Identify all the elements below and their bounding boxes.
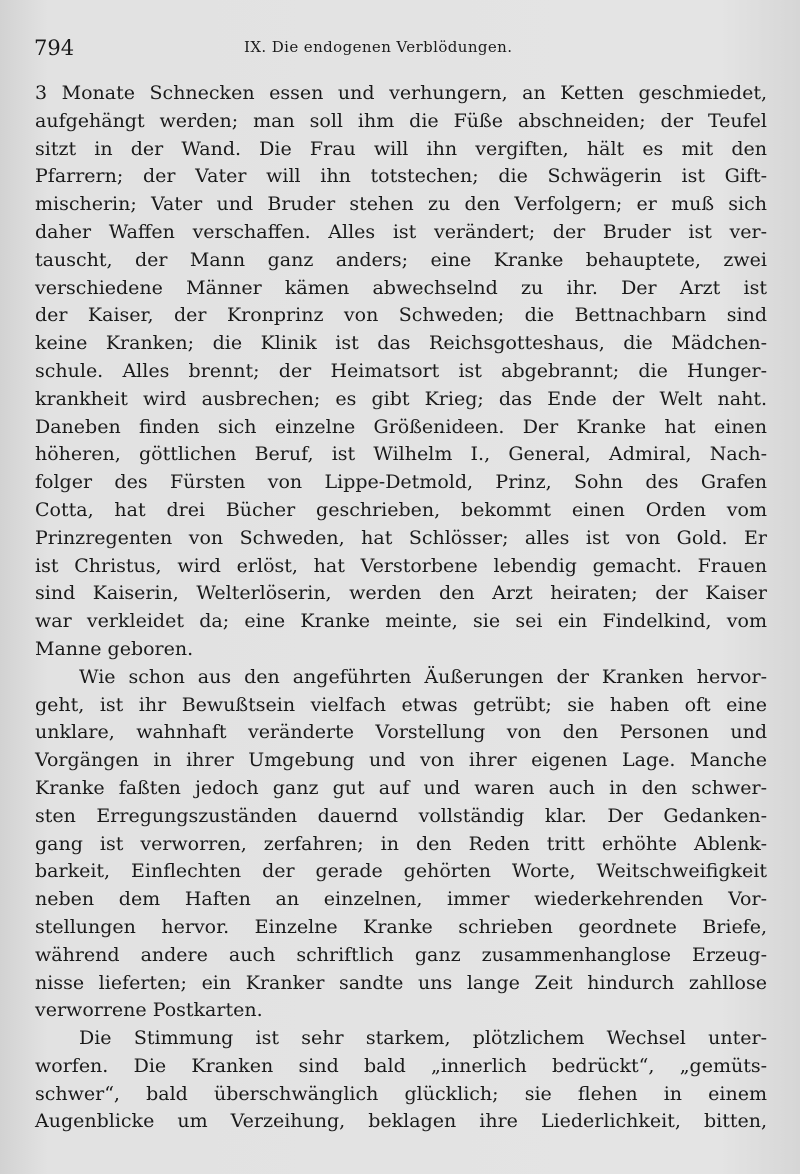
text-line: gang ist verworren, zerfahren; in den Reden tritt erhöhte Ablenk- [35,832,767,855]
text-line: schule. Alles brennt; der Heimatsort ist abgebrannt; die Hunger- [35,359,767,382]
text-line: geht, ist ihr Bewußtsein vielfach etwas getrübt; sie haben oft eine [35,693,767,716]
text-line: verschiedene Männer kämen abwechselnd zu ihr. Der Arzt ist [35,276,767,299]
text-line: neben dem Haften an einzelnen, immer wiederkehrenden Vor- [35,888,767,911]
text-line: 3 Monate Schnecken essen und verhungern, an Ketten geschmiedet, [35,82,767,104]
text-line: daher Waffen verschaffen. Alles ist verändert; der Bruder ist ver- [35,220,767,243]
text-line: barkeit, Einflechten der gerade gehörten Worte, Weitschweifigkeit [35,860,767,883]
text-line: Cotta, hat drei Bücher geschrieben, bekommt einen Orden vom [35,498,767,521]
text-line: folger des Fürsten von Lippe-Detmold, Prinz, Sohn des Grafen [35,471,767,494]
text-line: stellungen hervor. Einzelne Kranke schrieben geordnete Briefe, [35,915,767,938]
text-line: verworrene Postkarten. [35,999,263,1022]
paragraph-start-line: Wie schon aus den angeführten Äußerungen der Kranken hervor- [79,665,767,688]
text-line: Daneben finden sich einzelne Größenideen. Der Kranke hat einen [35,415,767,438]
page-number: 794 [34,36,75,60]
text-line: Manne geboren. [35,637,194,660]
text-line: Kranke faßten jedoch ganz gut auf und waren auch in den schwer- [35,776,767,799]
text-line: sten Erregungszuständen dauernd vollständig klar. Der Gedanken- [35,804,767,827]
text-line: keine Kranken; die Klinik ist das Reichsgotteshaus, die Mädchen- [35,332,767,355]
text-line: höheren, göttlichen Beruf, ist Wilhelm I., General, Admiral, Nach- [35,443,767,466]
text-line: Vorgängen in ihrer Umgebung und von ihrer eigenen Lage. Manche [35,749,767,772]
text-line: während andere auch schriftlich ganz zusammenhanglose Erzeug- [35,943,767,966]
text-line: war verkleidet da; eine Kranke meinte, sie sei ein Findelkind, vom [35,610,767,633]
text-line: unklare, wahnhaft veränderte Vorstellung von den Personen und [35,721,767,744]
body-text [35,80,767,1136]
text-line: tauscht, der Mann ganz anders; eine Kranke behauptete, zwei [35,248,767,271]
page-header [34,36,760,66]
text-line: ist Christus, wird erlöst, hat Verstorbene lebendig gemacht. Frauen [35,554,767,577]
text-line: sitzt in der Wand. Die Frau will ihn vergiften, hält es mit den [35,137,767,160]
text-line: aufgehängt werden; man soll ihm die Füße abschneiden; der Teufel [35,109,767,132]
text-line: krankheit wird ausbrechen; es gibt Krieg; das Ende der Welt naht. [35,387,767,410]
paragraph-start-line: Die Stimmung ist sehr starkem, plötzlichem Wechsel unter- [79,1027,767,1050]
text-line: schwer“, bald überschwänglich glücklich; sie flehen in einem [35,1082,767,1105]
text-line: der Kaiser, der Kronprinz von Schweden; die Bettnachbarn sind [35,304,767,327]
text-line: Prinzregenten von Schweden, hat Schlösser; alles ist von Gold. Er [35,526,767,549]
running-head: IX. Die endogenen Verblödungen. [244,38,513,56]
text-line: nisse lieferten; ein Kranker sandte uns lange Zeit hindurch zahllose [35,971,767,994]
text-line: Pfarrern; der Vater will ihn totstechen; die Schwägerin ist Gift- [35,165,767,188]
text-line: worfen. Die Kranken sind bald „innerlich bedrückt“, „gemüts- [35,1054,767,1077]
text-line: Augenblicke um Verzeihung, beklagen ihre Liederlichkeit, bitten, [35,1110,767,1133]
text-line: mischerin; Vater und Bruder stehen zu den Verfolgern; er muß sich [35,193,767,216]
text-line: sind Kaiserin, Welterlöserin, werden den Arzt heiraten; der Kaiser [35,582,767,605]
